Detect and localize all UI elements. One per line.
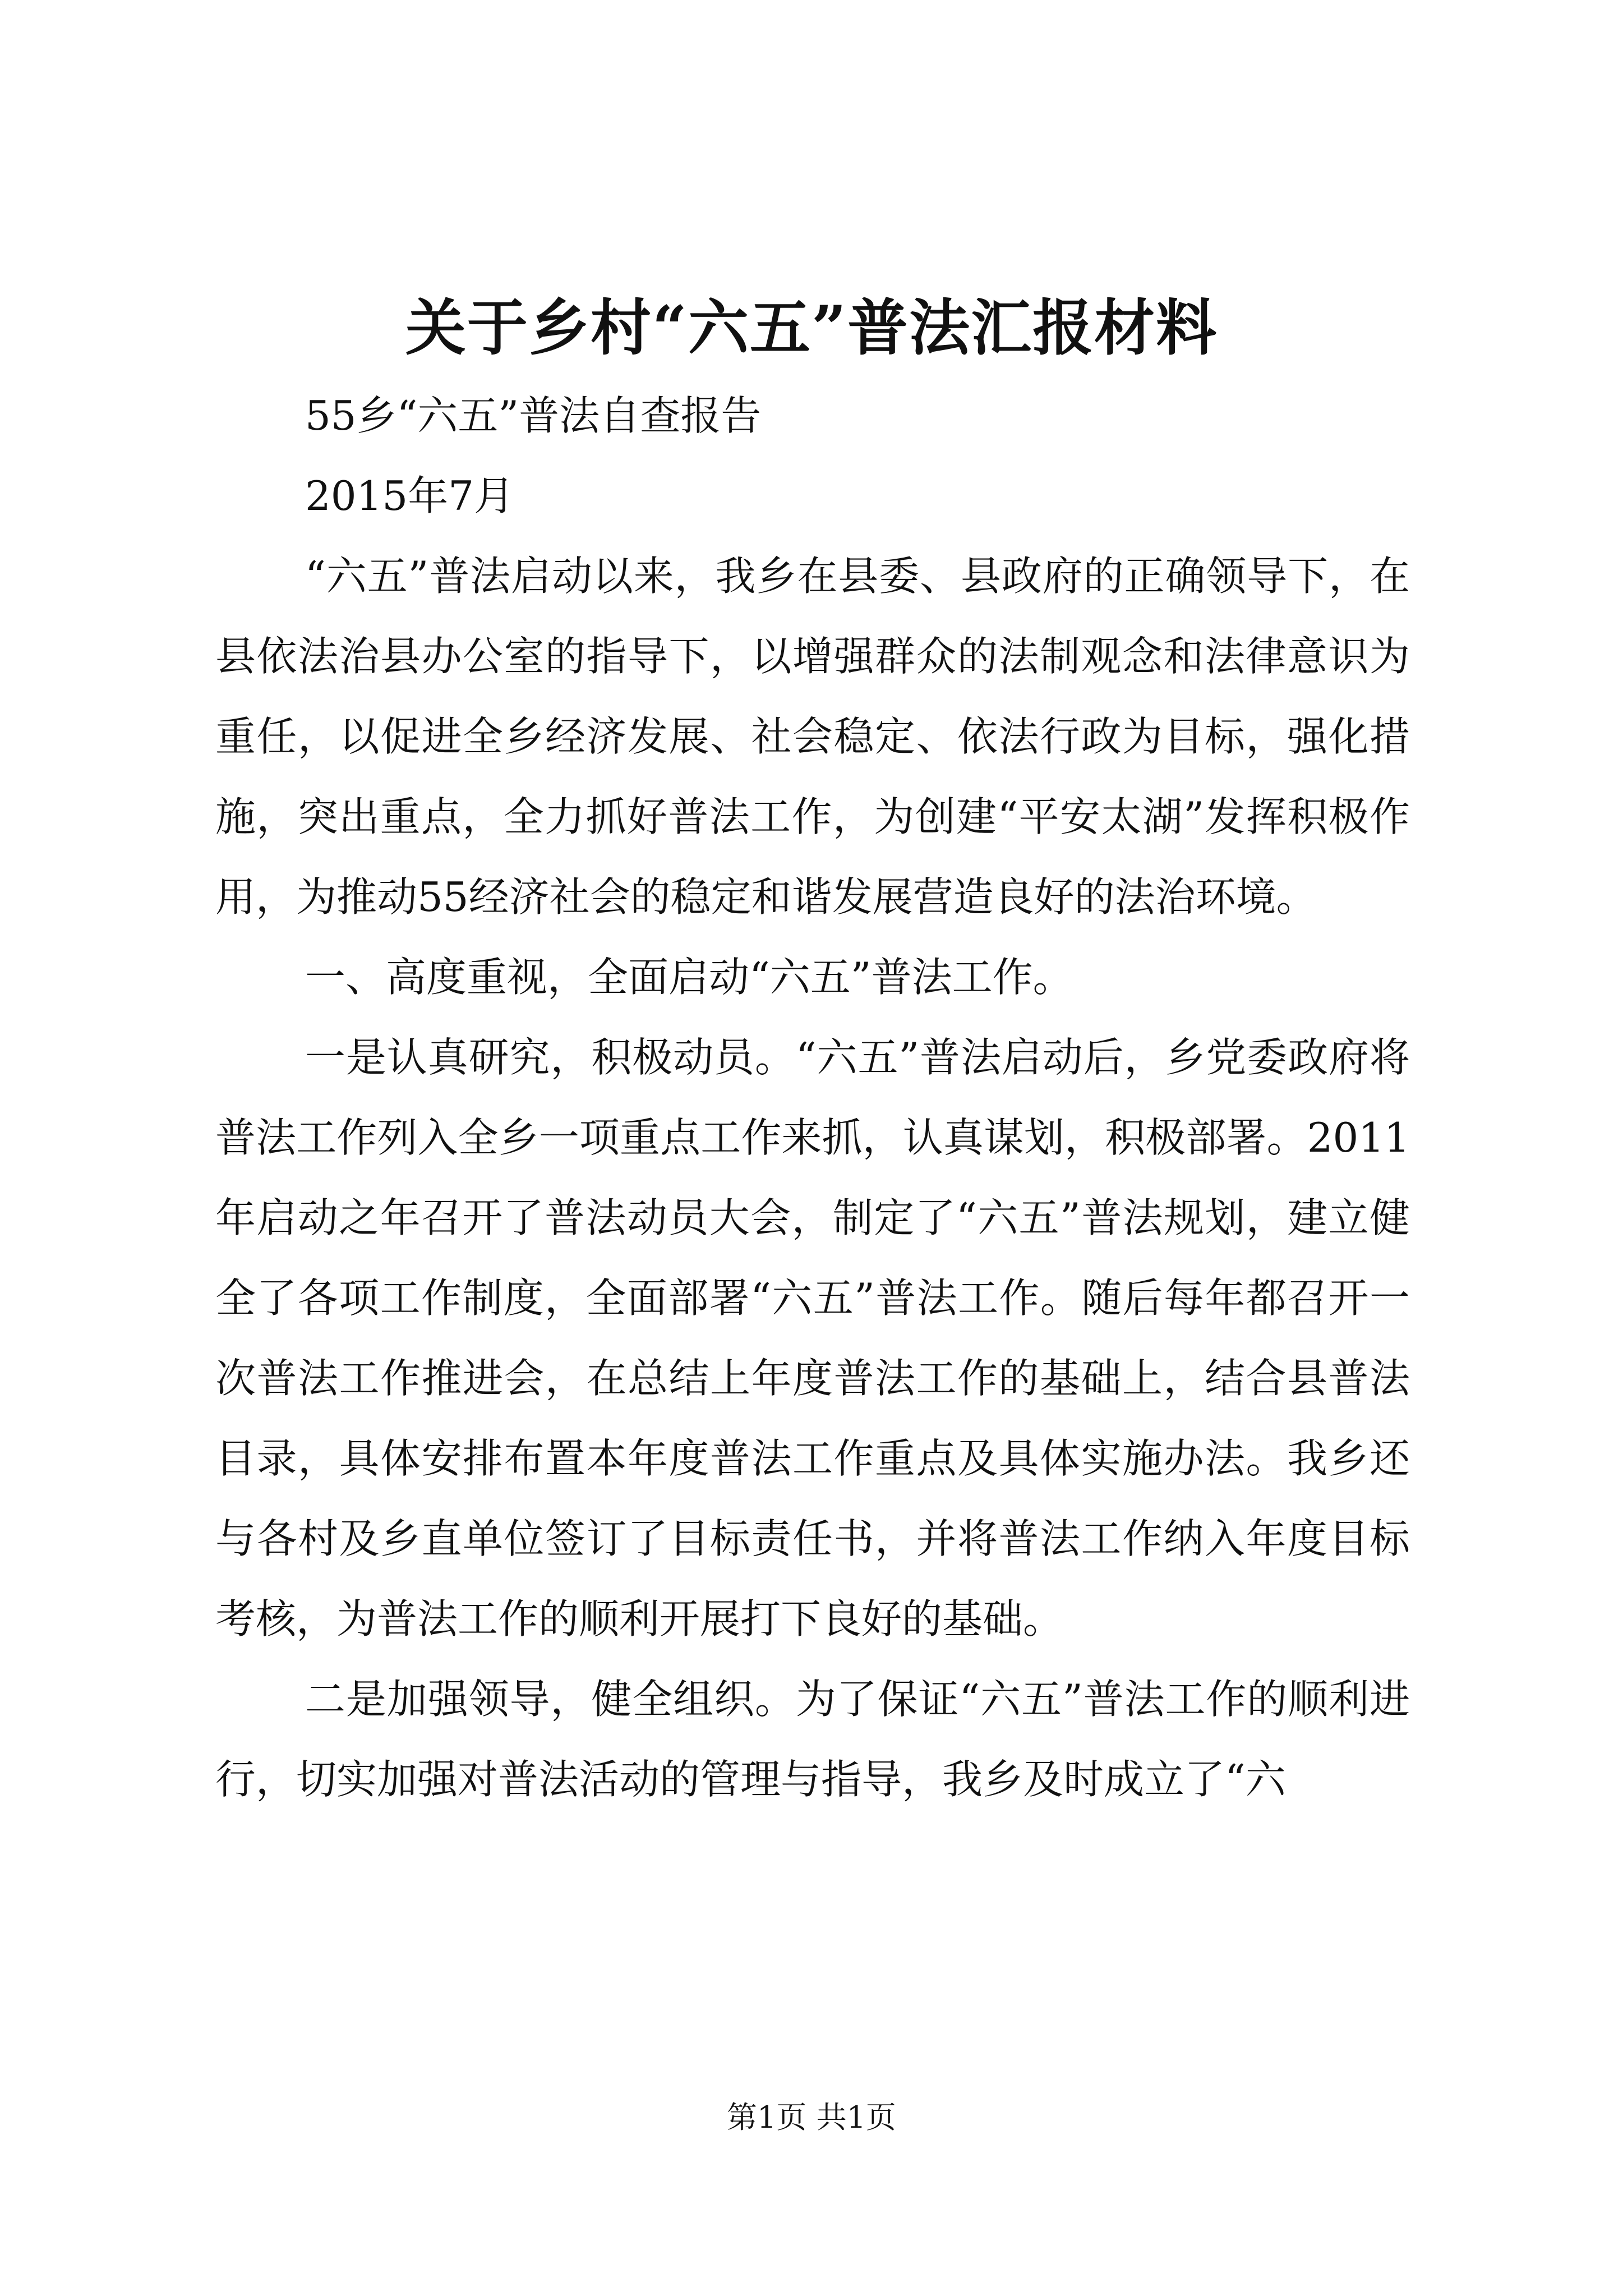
section-heading-1: 一、高度重视，全面启动“六五”普法工作。: [305, 954, 1073, 1001]
document-body: [215, 376, 1410, 1820]
paragraph-intro: “六五”普法启动以来，我乡在县委、县政府的正确领导下，在县依法治县办公室的指导下，以增强群众的法制观念和法律意识为重任，以促进全乡经济发展、社会稳定、依法行政为目标，强化措施，突出重点，全力抓好普法工作，为创建“平安太湖”发挥积极作用，为推动55经济社会的稳定和谐发展营造良好的法治环境。: [215, 553, 1410, 921]
document-title: 关于乡村“六五”普法汇报材料: [405, 293, 1218, 364]
report-date: 2015年7月: [305, 472, 515, 519]
report-subtitle: 55乡“六五”普法自查报告: [305, 392, 762, 439]
page-footer: 第1页 共1页: [727, 2100, 896, 2135]
paragraph-research-mobilize: 一是认真研究，积极动员。“六五”普法启动后，乡党委政府将普法工作列入全乡一项重点工作来抓，认真谋划，积极部署。2011年启动之年召开了普法动员大会，制定了“六五”普法规划，建立健全了各项工作制度，全面部署“六五”普法工作。随后每年都召开一次普法工作推进会，在总结上年度普法工作的基础上，结合县普法目录，具体安排布置本年度普法工作重点及具体实施办法。我乡还与各村及乡直单位签订了目标责任书，并将普法工作纳入年度目标考核，为普法工作的顺利开展打下良好的基础。: [215, 1034, 1410, 1642]
paragraph-leadership-organization: 二是加强领导，健全组织。为了保证“六五”普法工作的顺利进行，切实加强对普法活动的管理与指导，我乡及时成立了“六: [215, 1676, 1410, 1803]
